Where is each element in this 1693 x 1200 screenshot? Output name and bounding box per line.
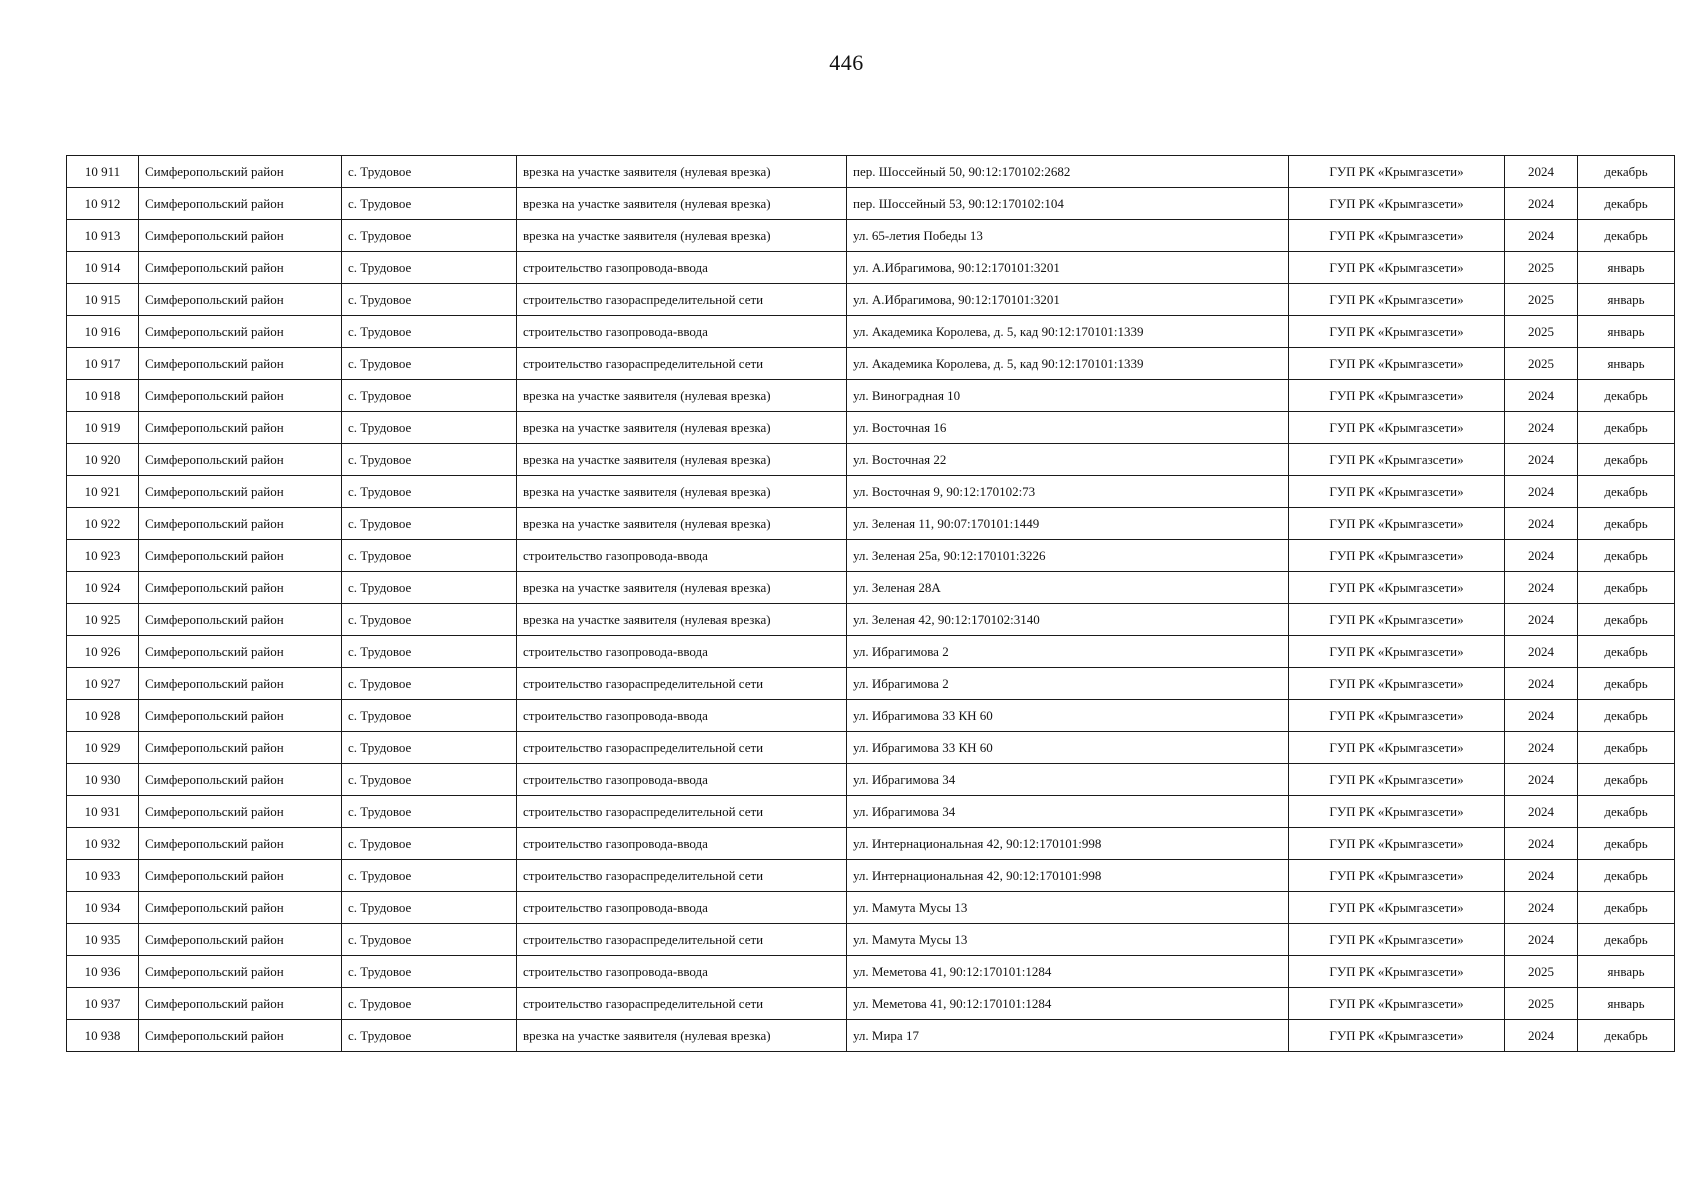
address-cell: ул. Виноградная 10 bbox=[847, 380, 1289, 412]
year-cell: 2024 bbox=[1505, 796, 1578, 828]
year-cell: 2024 bbox=[1505, 732, 1578, 764]
district-cell: Симферопольский район bbox=[139, 668, 342, 700]
row-number: 10 930 bbox=[67, 764, 139, 796]
settlement-cell: с. Трудовое bbox=[342, 860, 517, 892]
district-cell: Симферопольский район bbox=[139, 444, 342, 476]
settlement-cell: с. Трудовое bbox=[342, 188, 517, 220]
month-cell: декабрь bbox=[1578, 604, 1675, 636]
address-cell: ул. Ибрагимова 34 bbox=[847, 764, 1289, 796]
address-cell: ул. Зеленая 42, 90:12:170102:3140 bbox=[847, 604, 1289, 636]
address-cell: ул. Меметова 41, 90:12:170101:1284 bbox=[847, 988, 1289, 1020]
work-type-cell: строительство газопровода-ввода bbox=[517, 252, 847, 284]
page-number: 446 bbox=[829, 50, 864, 75]
settlement-cell: с. Трудовое bbox=[342, 764, 517, 796]
organization-cell: ГУП РК «Крымгазсети» bbox=[1289, 156, 1505, 188]
district-cell: Симферопольский район bbox=[139, 572, 342, 604]
work-type-cell: врезка на участке заявителя (нулевая врезка) bbox=[517, 1020, 847, 1052]
row-number: 10 915 bbox=[67, 284, 139, 316]
district-cell: Симферопольский район bbox=[139, 956, 342, 988]
table-row bbox=[67, 988, 1675, 1020]
address-cell: ул. Ибрагимова 34 bbox=[847, 796, 1289, 828]
settlement-cell: с. Трудовое bbox=[342, 540, 517, 572]
work-type-cell: строительство газораспределительной сети bbox=[517, 732, 847, 764]
district-cell: Симферопольский район bbox=[139, 220, 342, 252]
address-cell: ул. Интернациональная 42, 90:12:170101:998 bbox=[847, 828, 1289, 860]
work-type-cell: строительство газораспределительной сети bbox=[517, 796, 847, 828]
row-number: 10 925 bbox=[67, 604, 139, 636]
table-row bbox=[67, 1020, 1675, 1052]
address-cell: ул. Восточная 16 bbox=[847, 412, 1289, 444]
settlement-cell: с. Трудовое bbox=[342, 476, 517, 508]
address-cell: ул. Академика Королева, д. 5, кад 90:12:170101:1339 bbox=[847, 316, 1289, 348]
district-cell: Симферопольский район bbox=[139, 796, 342, 828]
settlement-cell: с. Трудовое bbox=[342, 284, 517, 316]
address-cell: ул. Мира 17 bbox=[847, 1020, 1289, 1052]
district-cell: Симферопольский район bbox=[139, 636, 342, 668]
row-number: 10 917 bbox=[67, 348, 139, 380]
row-number: 10 934 bbox=[67, 892, 139, 924]
year-cell: 2024 bbox=[1505, 700, 1578, 732]
address-cell: ул. Интернациональная 42, 90:12:170101:998 bbox=[847, 860, 1289, 892]
address-cell: пер. Шоссейный 53, 90:12:170102:104 bbox=[847, 188, 1289, 220]
year-cell: 2024 bbox=[1505, 476, 1578, 508]
settlement-cell: с. Трудовое bbox=[342, 1020, 517, 1052]
month-cell: январь bbox=[1578, 252, 1675, 284]
settlement-cell: с. Трудовое bbox=[342, 220, 517, 252]
row-number: 10 937 bbox=[67, 988, 139, 1020]
organization-cell: ГУП РК «Крымгазсети» bbox=[1289, 956, 1505, 988]
month-cell: декабрь bbox=[1578, 156, 1675, 188]
district-cell: Симферопольский район bbox=[139, 892, 342, 924]
table-row bbox=[67, 924, 1675, 956]
table-row bbox=[67, 540, 1675, 572]
year-cell: 2024 bbox=[1505, 220, 1578, 252]
month-cell: декабрь bbox=[1578, 1020, 1675, 1052]
work-type-cell: врезка на участке заявителя (нулевая врезка) bbox=[517, 188, 847, 220]
month-cell: декабрь bbox=[1578, 892, 1675, 924]
table-row bbox=[67, 892, 1675, 924]
address-cell: пер. Шоссейный 50, 90:12:170102:2682 bbox=[847, 156, 1289, 188]
settlement-cell: с. Трудовое bbox=[342, 572, 517, 604]
district-cell: Симферопольский район bbox=[139, 988, 342, 1020]
row-number: 10 914 bbox=[67, 252, 139, 284]
month-cell: декабрь bbox=[1578, 668, 1675, 700]
table-row bbox=[67, 444, 1675, 476]
work-type-cell: врезка на участке заявителя (нулевая врезка) bbox=[517, 156, 847, 188]
row-number: 10 935 bbox=[67, 924, 139, 956]
row-number: 10 924 bbox=[67, 572, 139, 604]
district-cell: Симферопольский район bbox=[139, 476, 342, 508]
year-cell: 2024 bbox=[1505, 892, 1578, 924]
table-body bbox=[67, 156, 1675, 1052]
district-cell: Симферопольский район bbox=[139, 604, 342, 636]
work-type-cell: строительство газораспределительной сети bbox=[517, 348, 847, 380]
district-cell: Симферопольский район bbox=[139, 540, 342, 572]
table-row bbox=[67, 380, 1675, 412]
organization-cell: ГУП РК «Крымгазсети» bbox=[1289, 316, 1505, 348]
district-cell: Симферопольский район bbox=[139, 284, 342, 316]
year-cell: 2025 bbox=[1505, 284, 1578, 316]
organization-cell: ГУП РК «Крымгазсети» bbox=[1289, 540, 1505, 572]
year-cell: 2024 bbox=[1505, 508, 1578, 540]
work-type-cell: строительство газопровода-ввода bbox=[517, 316, 847, 348]
table-row bbox=[67, 860, 1675, 892]
month-cell: декабрь bbox=[1578, 444, 1675, 476]
work-type-cell: строительство газораспределительной сети bbox=[517, 284, 847, 316]
work-type-cell: строительство газопровода-ввода bbox=[517, 892, 847, 924]
work-type-cell: врезка на участке заявителя (нулевая врезка) bbox=[517, 508, 847, 540]
district-cell: Симферопольский район bbox=[139, 828, 342, 860]
district-cell: Симферопольский район bbox=[139, 348, 342, 380]
address-cell: ул. Академика Королева, д. 5, кад 90:12:170101:1339 bbox=[847, 348, 1289, 380]
district-cell: Симферопольский район bbox=[139, 732, 342, 764]
address-cell: ул. Зеленая 25а, 90:12:170101:3226 bbox=[847, 540, 1289, 572]
row-number: 10 929 bbox=[67, 732, 139, 764]
work-type-cell: врезка на участке заявителя (нулевая врезка) bbox=[517, 572, 847, 604]
district-cell: Симферопольский район bbox=[139, 252, 342, 284]
table-row bbox=[67, 476, 1675, 508]
row-number: 10 920 bbox=[67, 444, 139, 476]
address-cell: ул. Ибрагимова 2 bbox=[847, 668, 1289, 700]
work-type-cell: строительство газораспределительной сети bbox=[517, 668, 847, 700]
address-cell: ул. Меметова 41, 90:12:170101:1284 bbox=[847, 956, 1289, 988]
year-cell: 2024 bbox=[1505, 380, 1578, 412]
organization-cell: ГУП РК «Крымгазсети» bbox=[1289, 252, 1505, 284]
organization-cell: ГУП РК «Крымгазсети» bbox=[1289, 476, 1505, 508]
district-cell: Симферопольский район bbox=[139, 508, 342, 540]
settlement-cell: с. Трудовое bbox=[342, 700, 517, 732]
district-cell: Симферопольский район bbox=[139, 764, 342, 796]
address-cell: ул. 65-летия Победы 13 bbox=[847, 220, 1289, 252]
settlement-cell: с. Трудовое bbox=[342, 636, 517, 668]
month-cell: декабрь bbox=[1578, 796, 1675, 828]
address-cell: ул. Восточная 22 bbox=[847, 444, 1289, 476]
row-number: 10 919 bbox=[67, 412, 139, 444]
address-cell: ул. Мамута Мусы 13 bbox=[847, 892, 1289, 924]
work-type-cell: строительство газораспределительной сети bbox=[517, 860, 847, 892]
month-cell: декабрь bbox=[1578, 412, 1675, 444]
organization-cell: ГУП РК «Крымгазсети» bbox=[1289, 572, 1505, 604]
table-row bbox=[67, 764, 1675, 796]
organization-cell: ГУП РК «Крымгазсети» bbox=[1289, 636, 1505, 668]
organization-cell: ГУП РК «Крымгазсети» bbox=[1289, 508, 1505, 540]
settlement-cell: с. Трудовое bbox=[342, 828, 517, 860]
row-number: 10 928 bbox=[67, 700, 139, 732]
settlement-cell: с. Трудовое bbox=[342, 988, 517, 1020]
settlement-cell: с. Трудовое bbox=[342, 604, 517, 636]
table-row bbox=[67, 156, 1675, 188]
address-cell: ул. Мамута Мусы 13 bbox=[847, 924, 1289, 956]
table-row bbox=[67, 668, 1675, 700]
row-number: 10 921 bbox=[67, 476, 139, 508]
table-row bbox=[67, 188, 1675, 220]
gasification-schedule-table bbox=[66, 155, 1675, 1052]
district-cell: Симферопольский район bbox=[139, 860, 342, 892]
month-cell: январь bbox=[1578, 284, 1675, 316]
month-cell: декабрь bbox=[1578, 700, 1675, 732]
district-cell: Симферопольский район bbox=[139, 156, 342, 188]
table-row bbox=[67, 956, 1675, 988]
year-cell: 2024 bbox=[1505, 604, 1578, 636]
work-type-cell: врезка на участке заявителя (нулевая врезка) bbox=[517, 444, 847, 476]
work-type-cell: врезка на участке заявителя (нулевая врезка) bbox=[517, 476, 847, 508]
month-cell: декабрь bbox=[1578, 828, 1675, 860]
settlement-cell: с. Трудовое bbox=[342, 412, 517, 444]
settlement-cell: с. Трудовое bbox=[342, 316, 517, 348]
settlement-cell: с. Трудовое bbox=[342, 348, 517, 380]
year-cell: 2024 bbox=[1505, 1020, 1578, 1052]
settlement-cell: с. Трудовое bbox=[342, 252, 517, 284]
work-type-cell: врезка на участке заявителя (нулевая врезка) bbox=[517, 412, 847, 444]
row-number: 10 936 bbox=[67, 956, 139, 988]
year-cell: 2025 bbox=[1505, 956, 1578, 988]
work-type-cell: врезка на участке заявителя (нулевая врезка) bbox=[517, 380, 847, 412]
row-number: 10 938 bbox=[67, 1020, 139, 1052]
address-cell: ул. Зеленая 28А bbox=[847, 572, 1289, 604]
settlement-cell: с. Трудовое bbox=[342, 380, 517, 412]
table-row bbox=[67, 796, 1675, 828]
organization-cell: ГУП РК «Крымгазсети» bbox=[1289, 220, 1505, 252]
address-cell: ул. А.Ибрагимова, 90:12:170101:3201 bbox=[847, 284, 1289, 316]
month-cell: январь bbox=[1578, 956, 1675, 988]
year-cell: 2024 bbox=[1505, 668, 1578, 700]
address-cell: ул. Зеленая 11, 90:07:170101:1449 bbox=[847, 508, 1289, 540]
row-number: 10 933 bbox=[67, 860, 139, 892]
work-type-cell: строительство газопровода-ввода bbox=[517, 956, 847, 988]
organization-cell: ГУП РК «Крымгазсети» bbox=[1289, 860, 1505, 892]
work-type-cell: строительство газопровода-ввода bbox=[517, 764, 847, 796]
month-cell: январь bbox=[1578, 348, 1675, 380]
row-number: 10 922 bbox=[67, 508, 139, 540]
district-cell: Симферопольский район bbox=[139, 188, 342, 220]
work-type-cell: строительство газораспределительной сети bbox=[517, 988, 847, 1020]
year-cell: 2025 bbox=[1505, 316, 1578, 348]
month-cell: январь bbox=[1578, 988, 1675, 1020]
row-number: 10 912 bbox=[67, 188, 139, 220]
month-cell: декабрь bbox=[1578, 476, 1675, 508]
year-cell: 2024 bbox=[1505, 572, 1578, 604]
organization-cell: ГУП РК «Крымгазсети» bbox=[1289, 188, 1505, 220]
row-number: 10 913 bbox=[67, 220, 139, 252]
organization-cell: ГУП РК «Крымгазсети» bbox=[1289, 348, 1505, 380]
month-cell: декабрь bbox=[1578, 540, 1675, 572]
organization-cell: ГУП РК «Крымгазсети» bbox=[1289, 444, 1505, 476]
organization-cell: ГУП РК «Крымгазсети» bbox=[1289, 700, 1505, 732]
organization-cell: ГУП РК «Крымгазсети» bbox=[1289, 604, 1505, 636]
month-cell: декабрь bbox=[1578, 924, 1675, 956]
table-row bbox=[67, 572, 1675, 604]
table-row bbox=[67, 316, 1675, 348]
month-cell: декабрь bbox=[1578, 732, 1675, 764]
work-type-cell: строительство газопровода-ввода bbox=[517, 828, 847, 860]
table-row bbox=[67, 252, 1675, 284]
year-cell: 2024 bbox=[1505, 636, 1578, 668]
district-cell: Симферопольский район bbox=[139, 1020, 342, 1052]
organization-cell: ГУП РК «Крымгазсети» bbox=[1289, 284, 1505, 316]
row-number: 10 916 bbox=[67, 316, 139, 348]
table-row bbox=[67, 412, 1675, 444]
month-cell: декабрь bbox=[1578, 508, 1675, 540]
month-cell: декабрь bbox=[1578, 188, 1675, 220]
work-type-cell: строительство газопровода-ввода bbox=[517, 540, 847, 572]
district-cell: Симферопольский район bbox=[139, 412, 342, 444]
organization-cell: ГУП РК «Крымгазсети» bbox=[1289, 988, 1505, 1020]
organization-cell: ГУП РК «Крымгазсети» bbox=[1289, 1020, 1505, 1052]
organization-cell: ГУП РК «Крымгазсети» bbox=[1289, 764, 1505, 796]
organization-cell: ГУП РК «Крымгазсети» bbox=[1289, 828, 1505, 860]
settlement-cell: с. Трудовое bbox=[342, 156, 517, 188]
settlement-cell: с. Трудовое bbox=[342, 444, 517, 476]
row-number: 10 931 bbox=[67, 796, 139, 828]
table-row bbox=[67, 220, 1675, 252]
year-cell: 2024 bbox=[1505, 860, 1578, 892]
year-cell: 2024 bbox=[1505, 156, 1578, 188]
year-cell: 2025 bbox=[1505, 252, 1578, 284]
year-cell: 2024 bbox=[1505, 540, 1578, 572]
month-cell: декабрь bbox=[1578, 860, 1675, 892]
settlement-cell: с. Трудовое bbox=[342, 508, 517, 540]
row-number: 10 932 bbox=[67, 828, 139, 860]
district-cell: Симферопольский район bbox=[139, 700, 342, 732]
district-cell: Симферопольский район bbox=[139, 924, 342, 956]
organization-cell: ГУП РК «Крымгазсети» bbox=[1289, 412, 1505, 444]
table-row bbox=[67, 636, 1675, 668]
year-cell: 2024 bbox=[1505, 828, 1578, 860]
month-cell: декабрь bbox=[1578, 380, 1675, 412]
work-type-cell: строительство газопровода-ввода bbox=[517, 700, 847, 732]
row-number: 10 918 bbox=[67, 380, 139, 412]
settlement-cell: с. Трудовое bbox=[342, 732, 517, 764]
work-type-cell: строительство газораспределительной сети bbox=[517, 924, 847, 956]
address-cell: ул. Восточная 9, 90:12:170102:73 bbox=[847, 476, 1289, 508]
year-cell: 2024 bbox=[1505, 444, 1578, 476]
year-cell: 2024 bbox=[1505, 764, 1578, 796]
row-number: 10 927 bbox=[67, 668, 139, 700]
year-cell: 2024 bbox=[1505, 188, 1578, 220]
organization-cell: ГУП РК «Крымгазсети» bbox=[1289, 796, 1505, 828]
work-type-cell: врезка на участке заявителя (нулевая врезка) bbox=[517, 220, 847, 252]
work-type-cell: строительство газопровода-ввода bbox=[517, 636, 847, 668]
organization-cell: ГУП РК «Крымгазсети» bbox=[1289, 380, 1505, 412]
settlement-cell: с. Трудовое bbox=[342, 668, 517, 700]
month-cell: январь bbox=[1578, 316, 1675, 348]
settlement-cell: с. Трудовое bbox=[342, 892, 517, 924]
organization-cell: ГУП РК «Крымгазсети» bbox=[1289, 668, 1505, 700]
organization-cell: ГУП РК «Крымгазсети» bbox=[1289, 732, 1505, 764]
year-cell: 2024 bbox=[1505, 924, 1578, 956]
year-cell: 2025 bbox=[1505, 988, 1578, 1020]
row-number: 10 926 bbox=[67, 636, 139, 668]
table-row bbox=[67, 348, 1675, 380]
table-row bbox=[67, 604, 1675, 636]
table-row bbox=[67, 732, 1675, 764]
address-cell: ул. Ибрагимова 33 КН 60 bbox=[847, 700, 1289, 732]
table-row bbox=[67, 508, 1675, 540]
address-cell: ул. Ибрагимова 33 КН 60 bbox=[847, 732, 1289, 764]
year-cell: 2024 bbox=[1505, 412, 1578, 444]
month-cell: декабрь bbox=[1578, 764, 1675, 796]
year-cell: 2025 bbox=[1505, 348, 1578, 380]
month-cell: декабрь bbox=[1578, 636, 1675, 668]
district-cell: Симферопольский район bbox=[139, 316, 342, 348]
table-row bbox=[67, 284, 1675, 316]
organization-cell: ГУП РК «Крымгазсети» bbox=[1289, 892, 1505, 924]
month-cell: декабрь bbox=[1578, 572, 1675, 604]
settlement-cell: с. Трудовое bbox=[342, 924, 517, 956]
address-cell: ул. Ибрагимова 2 bbox=[847, 636, 1289, 668]
row-number: 10 911 bbox=[67, 156, 139, 188]
settlement-cell: с. Трудовое bbox=[342, 956, 517, 988]
settlement-cell: с. Трудовое bbox=[342, 796, 517, 828]
month-cell: декабрь bbox=[1578, 220, 1675, 252]
row-number: 10 923 bbox=[67, 540, 139, 572]
organization-cell: ГУП РК «Крымгазсети» bbox=[1289, 924, 1505, 956]
work-type-cell: врезка на участке заявителя (нулевая врезка) bbox=[517, 604, 847, 636]
address-cell: ул. А.Ибрагимова, 90:12:170101:3201 bbox=[847, 252, 1289, 284]
district-cell: Симферопольский район bbox=[139, 380, 342, 412]
table-row bbox=[67, 700, 1675, 732]
table-row bbox=[67, 828, 1675, 860]
